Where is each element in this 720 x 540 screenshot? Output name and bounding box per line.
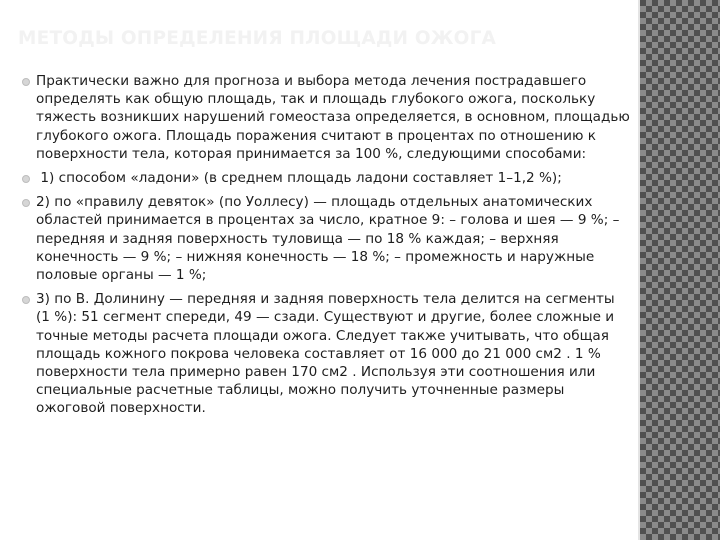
decorative-pattern-strip bbox=[640, 0, 720, 540]
bullet-text: 3) по В. Долинину — передняя и задняя поверхность тела делится на сегменты (1 %): 51 сегмент спереди, 49 — сзади. Существуют и другие, более сложные и точные методы расчета площади ожога. Следует также учитывать, что общая площадь кожного покрова человека составляет от 16 000 до 21 000 см2 . 1 % поверхности тела примерно равен 170 см2 . Используя эти соотношения или специальные расчетные таблицы, можно получить уточненные размеры ожоговой поверхности. bbox=[36, 291, 619, 417]
bullet-item-palm-method bbox=[22, 169, 632, 187]
bullet-dot-icon bbox=[22, 296, 30, 304]
bullet-text: Практически важно для прогноза и выбора метода лечения пострадавшего определять как общую площадь, так и площадь глубокого ожога, поскольку тяжесть возникших нарушений гомеостаза определяется, в основном, площадью глубокого ожога. Площадь поражения считают в процентах по отношению к поверхности тела, которая принимается за 100 %, следующими способами: bbox=[36, 73, 635, 162]
bullet-item-rule-of-nines bbox=[22, 193, 632, 284]
bullet-text: 1) способом «ладони» (в среднем площадь ладони составляет 1–1,2 %); bbox=[36, 170, 562, 187]
bullet-item-dolinin-method bbox=[22, 290, 632, 417]
bullet-dot-icon bbox=[22, 78, 30, 86]
bullet-dot-icon bbox=[22, 199, 30, 207]
bullet-dot-icon bbox=[22, 175, 30, 183]
bullet-list bbox=[22, 72, 635, 424]
slide-title: МЕТОДЫ ОПРЕДЕЛЕНИЯ ПЛОЩАДИ ОЖОГА bbox=[18, 28, 497, 49]
bullet-item-intro bbox=[22, 72, 635, 163]
bullet-text: 2) по «правилу девяток» (по Уоллесу) — площадь отдельных анатомических областей принимается в процентах за число, кратное 9: – голова и шея — 9 %; – передняя и задняя поверхность туловища — по 18 % каждая; – верхняя конечность — 9 %; – нижняя конечность — 18 %; – промежность и наружные половые органы — 1 %; bbox=[36, 194, 624, 284]
